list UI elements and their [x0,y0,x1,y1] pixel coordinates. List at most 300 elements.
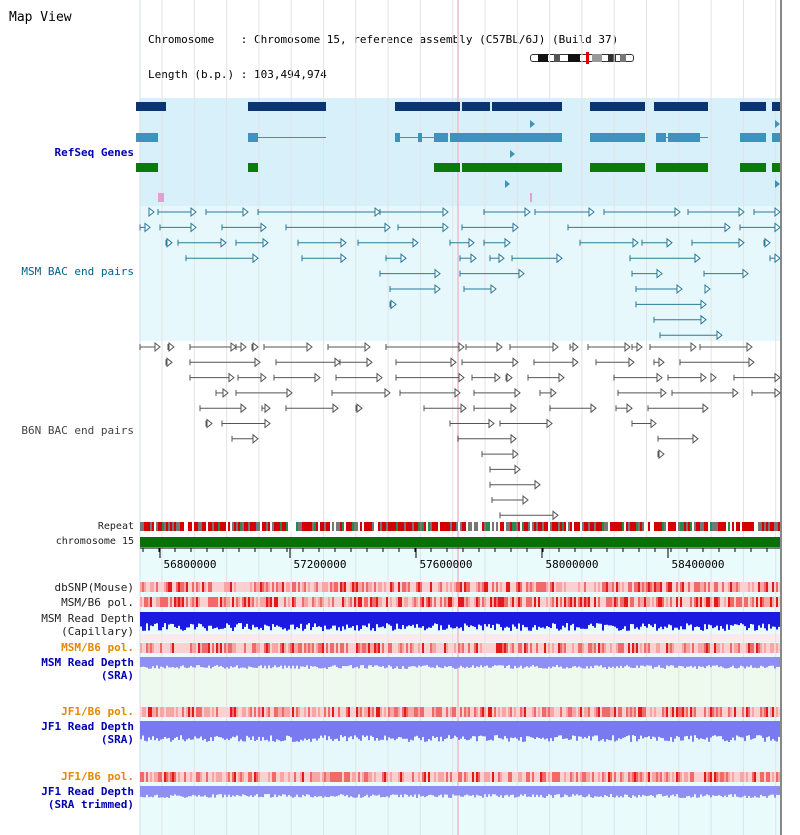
polymorphism-cell [444,707,446,717]
read-depth-bar [146,612,148,623]
polymorphism-cell [716,772,718,782]
polymorphism-cell [360,597,362,607]
polymorphism-cell [678,707,680,717]
polymorphism-cell [184,772,186,782]
polymorphism-cell [698,582,700,592]
polymorphism-cell [572,582,574,592]
read-depth-bar [654,612,656,624]
read-depth-bar [178,612,180,626]
read-depth-bar [672,657,674,665]
read-depth-bar [320,612,322,627]
read-depth-bar [630,721,632,742]
polymorphism-cell [154,643,156,653]
track-label-chromosome[interactable]: chromosome 15 [55,536,134,547]
track-label-jf1-depth-sra[interactable]: JF1 Read Depth [41,720,134,733]
polymorphism-cell [708,597,710,607]
read-depth-bar [732,612,734,626]
polymorphism-cell [628,772,630,782]
polymorphism-cell [456,582,458,592]
read-depth-bar [562,721,564,739]
read-depth-bar [174,786,176,794]
read-depth-bar [206,612,208,631]
read-depth-bar [390,657,392,666]
polymorphism-cell [760,582,762,592]
polymorphism-cell [282,643,284,653]
read-depth-bar [220,786,222,794]
read-depth-bar [592,721,594,736]
read-depth-bar [658,657,660,665]
repeat-segment [558,522,560,531]
read-depth-bar [350,612,352,628]
read-depth-bar [610,612,612,625]
track-label-jf1-b6-pol-2[interactable]: JF1/B6 pol. [61,770,134,783]
read-depth-bar [748,612,750,628]
polymorphism-cell [752,643,754,653]
polymorphism-cell [488,582,490,592]
read-depth-bar [646,657,648,665]
read-depth-bar [378,612,380,627]
repeat-segment [768,522,770,531]
polymorphism-cell [666,707,668,717]
read-depth-bar [376,721,378,738]
read-depth-bar [406,721,408,739]
track-label-msm-b6-pol-2[interactable]: MSM/B6 pol. [61,641,134,654]
polymorphism-cell [454,707,456,717]
polymorphism-cell [170,643,172,653]
read-depth-bar [172,657,174,667]
polymorphism-cell [224,597,226,607]
read-depth-bar [272,721,274,741]
read-depth-bar [382,786,384,797]
polymorphism-cell [494,772,496,782]
polymorphism-cell [512,643,514,653]
read-depth-bar [648,657,650,666]
polymorphism-cell [564,643,566,653]
bac-end-arrow [657,374,662,382]
read-depth-bar [154,612,156,624]
polymorphism-cell [294,772,296,782]
polymorphism-cell [482,707,484,717]
polymorphism-cell [272,597,274,607]
polymorphism-cell [262,597,264,607]
polymorphism-cell [144,643,146,653]
polymorphism-cell [526,707,528,717]
polymorphism-cell [252,707,254,717]
read-depth-bar [356,657,358,667]
bac-end-arrow [495,374,500,382]
read-depth-bar [176,721,178,737]
read-depth-bar [556,786,558,794]
read-depth-bar [442,721,444,741]
read-depth-bar [366,721,368,736]
read-depth-bar [614,786,616,797]
polymorphism-cell [500,597,502,607]
read-depth-bar [688,657,690,667]
read-depth-bar [676,657,678,668]
read-depth-bar [170,657,172,667]
polymorphism-cell [768,643,770,653]
polymorphism-cell [454,597,456,607]
read-depth-bar [204,612,206,628]
polymorphism-cell [694,597,696,607]
polymorphism-cell [236,597,238,607]
polymorphism-cell [610,772,612,782]
polymorphism-cell [670,597,672,607]
track-label-msm-bac[interactable]: MSM BAC end pairs [21,265,134,278]
read-depth-bar [390,721,392,739]
polymorphism-cell [278,707,280,717]
read-depth-bar [666,786,668,795]
read-depth-bar [504,721,506,736]
polymorphism-cell [360,643,362,653]
polymorphism-cell [338,707,340,717]
repeat-segment [522,522,524,531]
polymorphism-cell [576,643,578,653]
polymorphism-cell [476,772,478,782]
polymorphism-cell [222,643,224,653]
polymorphism-cell [322,643,324,653]
repeat-segment [488,522,490,531]
polymorphism-cell [374,582,376,592]
read-depth-bar [376,657,378,665]
track-label-jf1-b6-pol-1[interactable]: JF1/B6 pol. [61,705,134,718]
polymorphism-cell [732,707,734,717]
track-label-dbsnp[interactable]: dbSNP(Mouse) [54,581,134,594]
polymorphism-cell [446,772,448,782]
read-depth-bar [182,786,184,797]
polymorphism-cell [738,582,740,592]
polymorphism-cell [490,597,492,607]
read-depth-bar [198,612,200,624]
polymorphism-cell [168,643,170,653]
read-depth-bar [466,612,468,626]
repeat-segment [356,522,358,531]
read-depth-bar [318,612,320,626]
polymorphism-cell [336,707,338,717]
polymorphism-cell [212,707,214,717]
polymorphism-cell [774,772,776,782]
bac-end-arrow [701,374,706,382]
polymorphism-cell [466,597,468,607]
polymorphism-cell [416,707,418,717]
polymorphism-cell [304,772,306,782]
polymorphism-cell [640,582,642,592]
polymorphism-cell [524,643,526,653]
repeat-segment [456,522,458,531]
polymorphism-cell [694,707,696,717]
polymorphism-cell [340,643,342,653]
read-depth-bar [636,721,638,741]
read-depth-bar [568,612,570,631]
polymorphism-cell [148,772,150,782]
read-depth-bar [574,721,576,736]
polymorphism-cell [754,582,756,592]
polymorphism-cell [730,582,732,592]
read-depth-bar [284,657,286,666]
read-depth-bar [276,721,278,739]
gene-exon [248,133,258,142]
polymorphism-cell [292,597,294,607]
read-depth-bar [338,786,340,795]
polymorphism-cell [424,582,426,592]
polymorphism-cell [438,582,440,592]
track-label-msm-depth-sra[interactable]: MSM Read Depth [41,656,134,669]
polymorphism-cell [146,597,148,607]
read-depth-bar [720,612,722,626]
read-depth-bar [434,612,436,623]
polymorphism-cell [684,582,686,592]
repeat-segment [756,522,758,531]
polymorphism-cell [204,772,206,782]
read-depth-bar [156,657,158,665]
polymorphism-cell [164,772,166,782]
polymorphism-cell [238,707,240,717]
read-depth-bar [762,786,764,796]
polymorphism-cell [568,643,570,653]
polymorphism-cell [510,643,512,653]
polymorphism-cell [530,772,532,782]
polymorphism-cell [622,643,624,653]
read-depth-bar [412,786,414,797]
polymorphism-cell [220,772,222,782]
polymorphism-cell [354,582,356,592]
read-depth-bar [578,612,580,627]
polymorphism-cell [268,707,270,717]
read-depth-bar [310,612,312,630]
repeat-segment [212,522,214,531]
read-depth-bar [280,657,282,666]
polymorphism-cell [516,707,518,717]
polymorphism-cell [258,643,260,653]
read-depth-bar [226,612,228,623]
read-depth-bar [204,657,206,668]
repeat-segment [264,522,266,531]
polymorphism-cell [538,597,540,607]
read-depth-bar [460,786,462,797]
repeat-segment [454,522,456,531]
polymorphism-cell [436,597,438,607]
repeat-segment [716,522,718,531]
repeat-segment [628,522,630,531]
polymorphism-cell [536,643,538,653]
repeat-segment [348,522,350,531]
polymorphism-cell [564,597,566,607]
repeat-segment [614,522,616,531]
polymorphism-cell [152,707,154,717]
read-depth-bar [440,721,442,737]
polymorphism-cell [300,643,302,653]
polymorphism-cell [620,582,622,592]
polymorphism-cell [680,643,682,653]
repeat-segment [746,522,748,531]
polymorphism-cell [652,597,654,607]
polymorphism-cell [372,772,374,782]
read-depth-bar [752,612,754,624]
polymorphism-cell [614,597,616,607]
read-depth-bar [682,721,684,740]
repeat-segment [308,522,310,531]
polymorphism-cell [244,597,246,607]
read-depth-bar [648,612,650,624]
read-depth-bar [448,721,450,735]
read-depth-bar [424,721,426,742]
polymorphism-cell [296,707,298,717]
polymorphism-cell [720,772,722,782]
track-label-repeat[interactable]: Repeat [97,521,134,532]
repeat-segment [626,522,628,531]
read-depth-bar [218,786,220,794]
read-depth-bar [480,657,482,665]
read-depth-bar [318,657,320,668]
read-depth-bar [540,612,542,628]
polymorphism-cell [504,582,506,592]
repeat-segment [430,522,432,531]
polymorphism-cell [530,582,532,592]
polymorphism-cell [406,707,408,717]
polymorphism-cell [206,582,208,592]
polymorphism-cell [300,772,302,782]
read-depth-bar [624,721,626,737]
polymorphism-cell [724,643,726,653]
polymorphism-cell [550,582,552,592]
read-depth-bar [230,721,232,738]
polymorphism-cell [236,772,238,782]
repeat-segment [600,522,602,531]
read-depth-bar [666,721,668,741]
read-depth-bar [352,786,354,797]
read-depth-bar [528,786,530,797]
track-label-b6n-bac[interactable]: B6N BAC end pairs [21,424,134,437]
polymorphism-cell [226,643,228,653]
read-depth-bar [176,612,178,628]
polymorphism-cell [220,707,222,717]
polymorphism-cell [384,597,386,607]
polymorphism-cell [542,643,544,653]
read-depth-bar [366,612,368,627]
polymorphism-cell [176,772,178,782]
read-depth-bar [202,612,204,626]
read-depth-bar [760,721,762,736]
polymorphism-cell [194,643,196,653]
polymorphism-cell [754,597,756,607]
polymorphism-cell [728,582,730,592]
bac-end-arrow [627,404,632,412]
repeat-segment [752,522,754,531]
read-depth-bar [210,786,212,797]
track-label-msm-b6-pol-1[interactable]: MSM/B6 pol. [61,596,134,609]
read-depth-bar [388,786,390,797]
track-label-refseq[interactable]: RefSeq Genes [54,146,134,159]
polymorphism-cell [142,707,144,717]
polymorphism-cell [302,643,304,653]
polymorphism-cell [152,582,154,592]
polymorphism-cell [518,597,520,607]
repeat-segment [256,522,258,531]
track-label-msm-depth-capillary[interactable]: MSM Read Depth [41,612,134,625]
polymorphism-cell [274,582,276,592]
polymorphism-cell [620,597,622,607]
read-depth-bar [584,657,586,668]
read-depth-bar [446,612,448,629]
polymorphism-cell [606,772,608,782]
polymorphism-cell [278,597,280,607]
polymorphism-cell [372,707,374,717]
polymorphism-cell [466,772,468,782]
read-depth-bar [234,612,236,627]
polymorphism-cell [538,772,540,782]
polymorphism-cell [618,707,620,717]
bac-end-arrow [307,343,312,351]
polymorphism-cell [670,707,672,717]
read-depth-bar [386,721,388,740]
polymorphism-cell [742,582,744,592]
polymorphism-cell [730,772,732,782]
chromosome-15-bar [140,537,780,547]
polymorphism-cell [410,597,412,607]
polymorphism-cell [410,582,412,592]
length-line: Length (b.p.) : 103,494,974 [148,67,327,81]
read-depth-bar [522,657,524,669]
read-depth-bar [238,657,240,668]
read-depth-bar [484,657,486,666]
polymorphism-cell [430,772,432,782]
polymorphism-cell [358,707,360,717]
read-depth-bar [466,721,468,740]
polymorphism-cell [648,597,650,607]
read-depth-bar [570,612,572,625]
polymorphism-cell [616,597,618,607]
polymorphism-cell [666,772,668,782]
polymorphism-cell [208,772,210,782]
read-depth-bar [644,786,646,796]
polymorphism-cell [770,582,772,592]
repeat-segment [696,522,698,531]
polymorphism-cell [480,597,482,607]
read-depth-bar [184,721,186,741]
polymorphism-cell [508,707,510,717]
read-depth-bar [468,721,470,740]
read-depth-bar [722,657,724,667]
polymorphism-cell [640,643,642,653]
track-label-jf1-depth-trim[interactable]: JF1 Read Depth [41,785,134,798]
polymorphism-cell [260,643,262,653]
polymorphism-cell [420,772,422,782]
polymorphism-cell [574,597,576,607]
repeat-segment [512,522,514,531]
read-depth-bar [356,721,358,737]
polymorphism-cell [206,772,208,782]
read-depth-bar [284,721,286,740]
polymorphism-cell [340,772,342,782]
read-depth-bar [444,721,446,739]
polymorphism-cell [396,582,398,592]
polymorphism-cell [492,772,494,782]
read-depth-bar [436,721,438,737]
read-depth-bar [350,657,352,665]
read-depth-bar [314,721,316,739]
polymorphism-cell [240,582,242,592]
read-depth-bar [740,612,742,623]
read-depth-bar [530,721,532,737]
repeat-segment [714,522,716,531]
repeat-segment [150,522,152,531]
read-depth-bar [636,786,638,798]
polymorphism-cell [498,582,500,592]
polymorphism-cell [292,707,294,717]
polymorphism-cell [570,597,572,607]
read-depth-bar [270,657,272,668]
polymorphism-cell [572,643,574,653]
